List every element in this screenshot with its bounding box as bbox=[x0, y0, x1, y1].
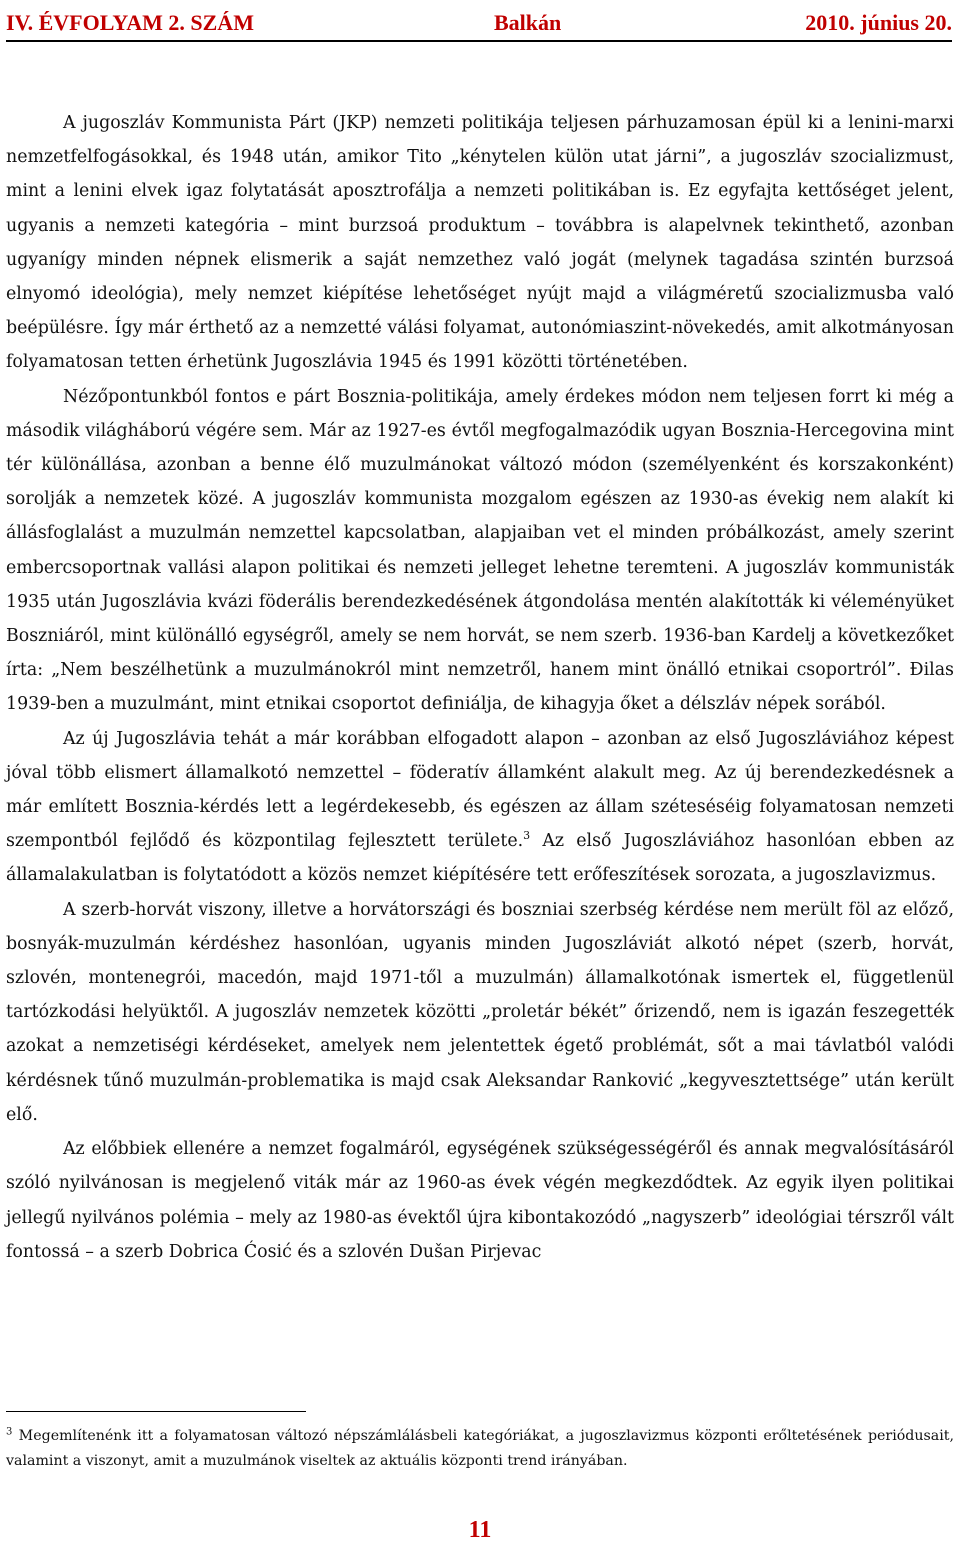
paragraph-4 bbox=[6, 893, 954, 1132]
paragraph-text: A jugoszláv Kommunista Párt (JKP) nemzeti politikája teljesen párhuzamosan épül ki a lenini-marxi nemzetfelfogásokkal, és 1948 után, amikor Tito „kénytelen külön utat járni”, a jugoszláv szocializmust, mint a lenini elvek igaz folytatását aposztrofálja a nemzeti politikában is. Ez egyfajta kettőséget jelent, ugyanis a nemzeti kategória – mint burzsoá produktum – továbbra is alapelvnek tekinthető, azonban ugyanígy minden népnek elismerik a saját nemzethez való jogát (melynek tagadása szintén burzsoá elnyomó ideológia), mely nemzet kiépítése lehetőséget nyújt majd a világméretű szocializmusba való beépülésre. Így már érthető az a nemzetté válási folyamat, autonómiaszint-növekedés, amit alkotmányosan folyamatosan tetten érhetünk Jugoszlávia 1945 és 1991 közötti történetében. bbox=[6, 113, 954, 373]
running-header bbox=[6, 6, 952, 42]
paragraph-text: Nézőpontunkból fontos e párt Bosznia-politikája, amely érdekes módon nem teljesen forrt ki még a második világháború végére sem. Már az 1927-es évtől megfogalmazódik ugyan Bosznia-Hercegovina mint tér különállása, azonban a benne élő muzulmánokat változó módon (személyenként és korszakonként) sorolják a nemzetek közé. A jugoszláv kommunista mozgalom egészen az 1930-as évekig nem alakít ki állásfoglalást a muzulmán nemzettel kapcsolatban, alapjaiban vet el minden próbálkozást, amely szerint embercsoportnak vallási alapon politikai és nemzeti jelleget lehetne teremteni. A jugoszláv kommunisták 1935 után Jugoszlávia kvázi föderális berendezkedésének átgondolása mentén alakították ki véleményüket Boszniáról, mint különálló egységről, amely se nem horvát, se nem szerb. 1936-ban Kardelj a következőket írta: „Nem beszélhetünk a muzulmánokról mint nemzetről, hanem mint önálló etnikai csoportról”. Đilas 1939-ben a muzulmánt, mint etnikai csoportot definiálja, de kihagyja őket a délszláv népek sorából. bbox=[6, 386, 954, 715]
paragraph-3 bbox=[6, 722, 954, 893]
paragraph-text: Az előbbiek ellenére a nemzet fogalmáról, egységének szükségességéről és annak megvalósításáról szóló nyilvánosan is megjelenő viták már az 1960-as évek végén megkezdődtek. Az egyik ilyen politikai jellegű nyilvános polémia – mely az 1980-as évektől újra kibontakozódó „nagyszerb” ideológiai térszről vált fontossá – a szerb Dobrica Ćosić és a szlovén Dušan Pirjevac bbox=[6, 1139, 954, 1262]
footnote bbox=[6, 1424, 954, 1474]
paragraph-2 bbox=[6, 380, 954, 722]
paragraph-1 bbox=[6, 106, 954, 380]
footnote-number: 3 bbox=[6, 1426, 13, 1438]
footnote-reference[interactable]: 3 bbox=[523, 829, 531, 843]
footnote-separator bbox=[6, 1411, 306, 1412]
paragraph-text: A szerb-horvát viszony, illetve a horvátországi és boszniai szerbség kérdése nem merült föl az előző, bosnyák-muzulmán kérdéshez hasonlóan, ugyanis minden Jugoszláviát alkotó népet (szerb, horvát, szlovén, montenegrói, macedón, majd 1971-től a muzulmán) államalkotónak ismertek el, függetlenül tartózkodási helyüktől. A jugoszláv nemzetek közötti „proletár békét” őrizendő, nem is igazán feszegették azokat a nemzetiségi kérdéseket, amelyek nem jelentettek égető problémát, sőt a mai távlatból valódi kérdésnek tűnő muzulmán-problematika is majd csak Aleksandar Ranković „kegyvesztettsége” után került elő. bbox=[6, 899, 954, 1125]
paragraph-text: Az új Jugoszlávia tehát a már korábban elfogadott alapon – azonban az első Jugoszláviához képest jóval több elismert államalkotó nemzettel – föderatív államként alakult meg. Az új berendezkedésnek a már említett Bosznia-kérdés lett a legérdekesebb, és egészen az állam széteséséig folyamatosan nemzeti szempontból fejlődő és központilag fejlesztett területe. bbox=[6, 728, 954, 852]
page-number: 11 bbox=[468, 1517, 492, 1543]
header-issue: IV. ÉVFOLYAM 2. SZÁM bbox=[6, 10, 254, 35]
header-date: 2010. június 20. bbox=[805, 10, 952, 35]
header-journal-title: Balkán bbox=[494, 10, 562, 35]
paragraph-5 bbox=[6, 1132, 954, 1269]
paragraph-text-continued: Az első Jugoszláviához hasonlóan ebben az államalakulatban is folytatódott a közös nemzet kiépítésére tett erőfeszítések sorozata, a jugoszlavizmus. bbox=[6, 831, 955, 886]
footnote-text: Megemlítenénk itt a folyamatosan változó népszámlálásbeli kategóriákat, a jugoszlavizmus központi erőltetésének periódusait, valamint a viszonyt, amit a muzulmánok viseltek az aktuális központi trend irányában. bbox=[6, 1428, 954, 1469]
article-body bbox=[6, 106, 954, 1269]
